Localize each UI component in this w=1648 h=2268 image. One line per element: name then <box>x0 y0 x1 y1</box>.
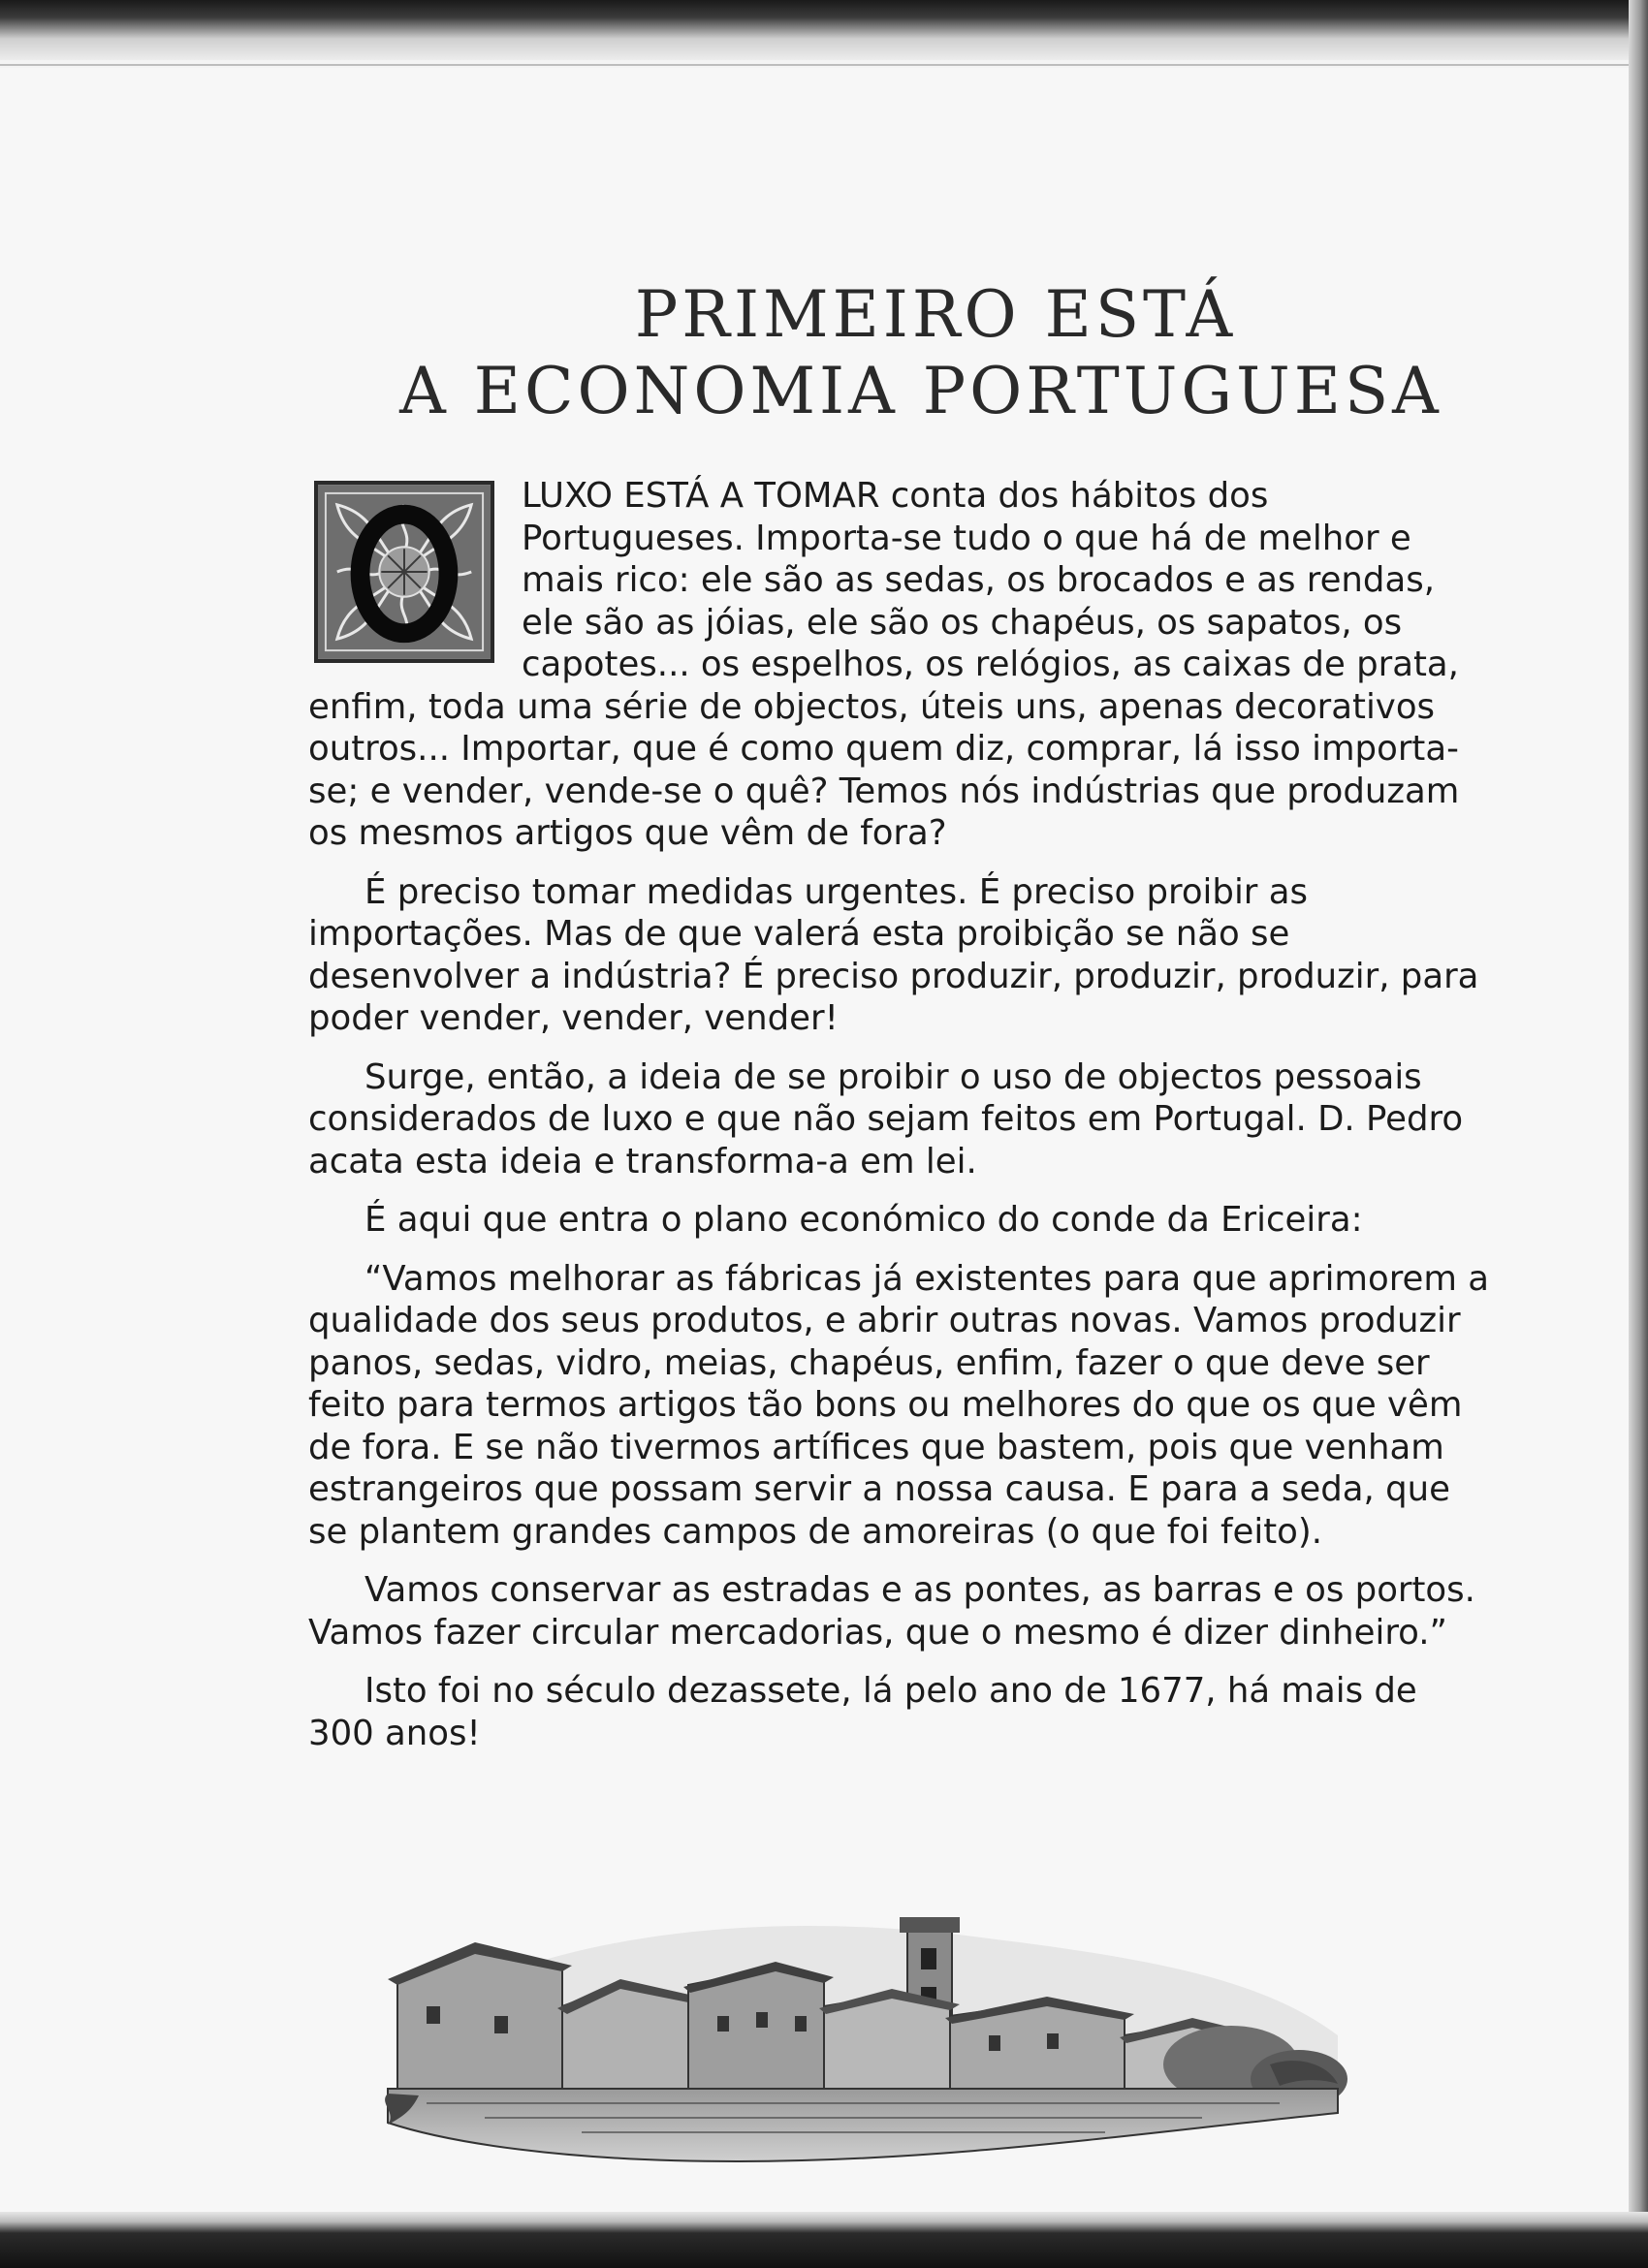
scan-top-edge <box>0 0 1648 60</box>
title-line-1: PRIMEIRO ESTÁ <box>634 277 1237 352</box>
paragraph-7: Isto foi no século dezassete, lá pelo ano de 1677, há mais de 300 anos! <box>308 1671 1417 1753</box>
town-sketch-icon <box>368 1871 1357 2181</box>
article-body <box>308 475 1493 1771</box>
ornamental-dropcap-icon <box>314 481 494 663</box>
scan-right-edge <box>1629 0 1648 2268</box>
title-line-2: A ECONOMIA PORTUGUESA <box>399 354 1442 429</box>
paragraph-6: Vamos conservar as estradas e as pontes, as barras e os portos. Vamos fazer circular mercadorias, que o mesmo é dizer dinheiro.” <box>308 1570 1475 1653</box>
paragraph-4: É aqui que entra o plano económico do conde da Ericeira: <box>364 1200 1363 1240</box>
paragraph-1: LUXO ESTÁ A TOMAR conta dos hábitos dos Portugueses. Importa-se tudo o que há de melhor e mais rico: ele são as sedas, os brocados e as rendas, ele são as jóias, ele são os chapéus, os sapatos, os capotes... os espelhos, os relógios, as caixas de prata, enfim, toda uma série de objectos, úteis uns, apenas decorativos outros... Importar, que é como quem diz, comprar, lá isso importa-se; e vender, vende-se o quê? Temos nós indústrias que produzam os mesmos artigos que vêm de fora? <box>308 476 1460 853</box>
paragraph-3: Surge, então, a ideia de se proibir o uso de objectos pessoais considerados de luxo e que não sejam feitos em Portugal. D. Pedro acata esta ideia e transforma-a em lei. <box>308 1056 1464 1181</box>
page-title <box>368 276 1474 429</box>
scan-top-rule <box>0 64 1648 66</box>
scan-bottom-edge <box>0 2212 1648 2268</box>
paragraph-2: É preciso tomar medidas urgentes. É preciso proibir as importações. Mas de que valerá esta proibição se não se desenvolver a indústria? É preciso produzir, produzir, produzir, para poder vender, vender, vender! <box>308 871 1479 1038</box>
paragraph-5: “Vamos melhorar as fábricas já existentes para que aprimorem a qualidade dos seus produtos, e abrir outras novas. Vamos produzir panos, sedas, vidro, meias, chapéus, enfim, fazer o que deve ser feito para termos artigos tão bons ou melhores do que os que vêm de fora. E se não tivermos artífices que bastem, pois que venham estrangeiros que possam servir a nossa causa. E para a seda, que se plantem grandes campos de amoreiras (o que foi feito). <box>308 1258 1490 1552</box>
